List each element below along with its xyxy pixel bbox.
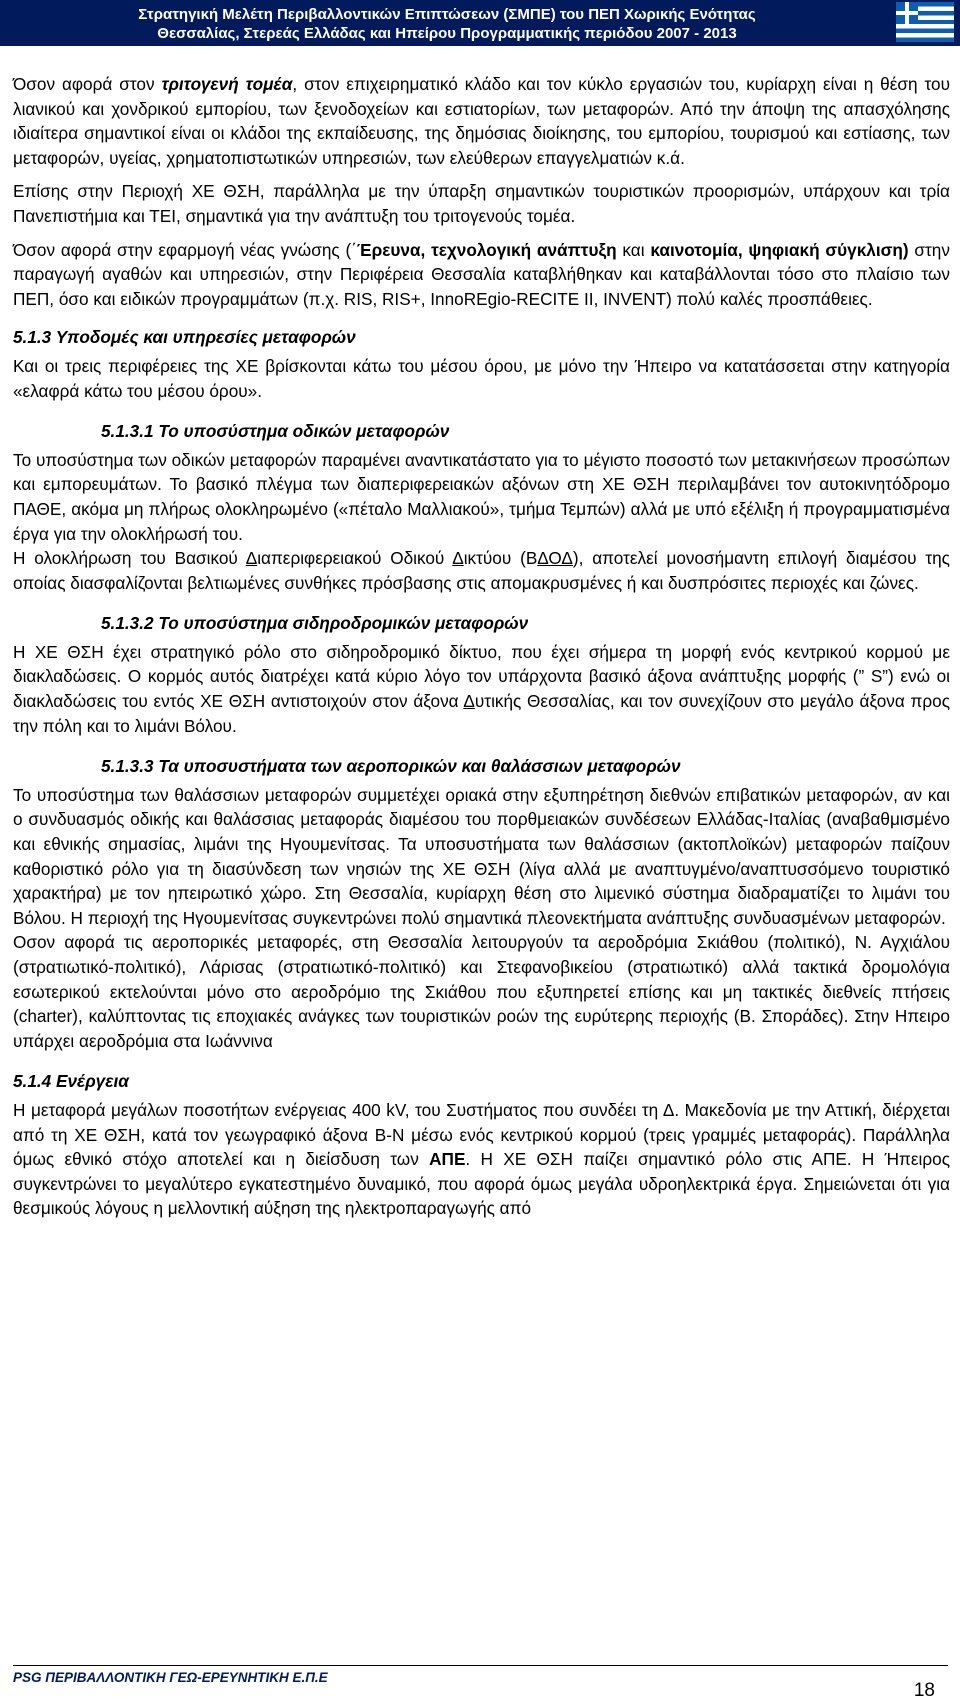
paragraph-vdod: Η ολοκλήρωση του Βασικού Διαπεριφερειακού Οδικού Δικτύου (ΒΔΟΔ), αποτελεί μονοσήμαντη επιλογή διαμέσου της οποίας διασφαλίζονται βελτιωμένες συνθήκες πρόσβασης στις απομακρυσμένες ή και δυσπρόσιτες περιοχές και ζώνες. xyxy=(13,548,950,593)
footer-divider xyxy=(13,1665,948,1666)
paragraph-maritime: Το υποσύστημα των θαλάσσιων μεταφορών συμμετέχει οριακά στην εξυπηρέτηση διεθνών επιβατικών μεταφορών, αν και ο συνδυασμός οδικής και θαλάσσιας μεταφοράς διαμέσου του πορθμειακών συνδέσεων Ελλάδας-Ιταλίας (αναβαθμισμένο και εθνικής σημασίας, λιμάνι της Ηγουμενίτσας. Τα υποσυστήματα των θαλάσσιων (ακτοπλοϊκών) μεταφορών παίζουν καθοριστικό ρόλο για τη διασύνδεση των νησιών της ΧΕ ΘΣΗ (λίγα αλλά με αναπτυγμένο/αναπτυσσόμενο τουριστικό χαρακτήρα) με τον ηπειρωτικό χώρο. Στη Θεσσαλία, κυρίαρχη θέση στο λιμενικό σύστημα διαδραματίζει το λιμάνι του Βόλου. Η περιοχή της Ηγουμενίτσας συγκεντρώνει πολύ σημαντικά πλεονεκτήματα ανάπτυξης συνδυασμένων μεταφορών. xyxy=(13,784,950,928)
document-body xyxy=(13,72,950,1221)
heading-5-1-3-1: 5.1.3.1 Το υποσύστημα οδικών μεταφορών xyxy=(101,421,450,442)
heading-5-1-3-3: 5.1.3.3 Τα υποσυστήματα των αεροπορικών και θαλάσσιων μεταφορών xyxy=(101,756,681,777)
emphasis-tertiary: τριτογενή τομέα xyxy=(161,74,293,94)
heading-5-1-4: 5.1.4 Ενέργεια xyxy=(13,1071,129,1092)
heading-5-1-3-2: 5.1.3.2 Το υποσύστημα σιδηροδρομικών μεταφορών xyxy=(101,613,529,634)
header-line-2: Θεσσαλίας, Στερεάς Ελλάδας και Ηπείρου Προγραμματικής περιόδου 2007 - 2013 xyxy=(157,25,737,42)
paragraph-railway: Η ΧΕ ΘΣΗ έχει στρατηγικό ρόλο στο σιδηροδρομικό δίκτυο, που έχει σήμερα τη μορφή ενός κεντρικού κορμού με διακλαδώσεις. Ο κορμός αυτός διατρέχει κατά κύριο λόγο τον υπάρχοντα βασικό άξονα ανάπτυξης μορφής (” S”) ενώ οι διακλαδώσεις του εντός ΧΕ ΘΣΗ αντιστοιχούν στον άξονα Δυτικής Θεσσαλίας, και τον συνεχίζουν στο μεγάλο άξονα προς την πόλη και το λιμάνι Βόλου. xyxy=(13,641,950,736)
paragraph-air-transport: Οσον αφορά τις αεροπορικές μεταφορές, στη Θεσσαλία λειτουργούν τα αεροδρόμια Σκιάθου (πολιτικό), Ν. Αγχιάλου (στρατιωτικό-πολιτικό), Λάρισας (στρατιωτικό-πολιτικό) και Στεφανοβικείου (στρατιωτικό) αλλά τακτικά δρομολόγια εσωτερικού εκτελούνται μόνο στο αεροδρόμιο της Σκιάθου που εξυπηρετεί επίσης και μη τακτικές διεθνείς πτήσεις (charter), καλύπτοντας τις εποχιακές ανάγκες των τουριστικών ροών της ευρύτερης περιοχής (Β. Σποράδες). Στην Ηπειρο υπάρχει αεροδρόμια στα Ιωάννινα xyxy=(13,932,950,1051)
heading-5-1-3: 5.1.3 Υποδομές και υπηρεσίες μεταφορών xyxy=(13,327,356,348)
page-header xyxy=(0,0,960,46)
paragraph-energy: Η μεταφορά μεγάλων ποσοτήτων ενέργειας 400 kV, του Συστήματος που συνδέει τη Δ. Μακεδονία με την Αττική, διέρχεται από τη ΧΕ ΘΣΗ, κατά τον γεωγραφικό άξονα Β-Ν μέσω ενός κεντρικού κορμού (τρεις γραμμές μεταφοράς). Παράλληλα όμως εθνικό στόχο αποτελεί και η διείσδυση των ΑΠΕ. Η ΧΕ ΘΣΗ παίζει σημαντικό ρόλο στις ΑΠΕ. Η Ήπειρος συγκεντρώνει το μεγαλύτερο εγκατεστημένο δυναμικό, που αφορά όμως μεγάλα υδροηλεκτρικά έργα. Σημειώνεται ότι για θεσμικούς λόγους η μελλοντική αύξηση της ηλεκτροπαραγωγής από xyxy=(13,1099,950,1219)
paragraph-tertiary-sector: Όσον αφορά στον τριτογενή τομέα, στον επιχειρηματικό κλάδο και τον κύκλο εργασιών του, κυρίαρχη είναι η θέση του λιανικού και χονδρικού εμπορίου, των ξενοδοχείων και εστιατορίων, των μεταφορών. Από την άποψη της απασχόλησης ιδιαίτερα σημαντικοί είναι οι κλάδοι της εκπαίδευσης, της δημόσιας διοίκησης, του εμπορίου, τουρισμού και εστίασης, των μεταφορών, υγείας, χρηματοπιστωτικών υπηρεσιών, των ελεύθερων επαγγελματιών κ.ά. xyxy=(13,74,950,168)
paragraph-road-network: Το υποσύστημα των οδικών μεταφορών παραμένει αναντικατάστατο για το μέγιστο ποσοστό των μετακινήσεων προσώπων και εμπορευμάτων. Το βασικό πλέγμα των διαπεριφερειακών αξόνων στη ΧΕ ΘΣΗ περιλαμβάνει τον αυτοκινητόδρομο ΠΑΘΕ, ακόμα μη πλήρως ολοκληρωμένο («πέταλο Μαλλιακού», τμήμα Τεμπών) αλλά με υπό εξέλιξη ή προγραμματισμένα έργα για την ολοκλήρωσή του. xyxy=(13,449,950,544)
paragraph-universities: Επίσης στην Περιοχή ΧΕ ΘΣΗ, παράλληλα με την ύπαρξη σημαντικών τουριστικών προορισμών, υπάρχουν και τρία Πανεπιστήμια και ΤΕΙ, σημαντικά για την ανάπτυξη του τριτογενούς τομέα. xyxy=(13,181,950,226)
header-title xyxy=(82,5,812,43)
paragraph-innovation: Όσον αφορά στην εφαρμογή νέας γνώσης (΄Έρευνα, τεχνολογική ανάπτυξη και καινοτομία, ψηφιακή σύγκλιση) στην παραγωγή αγαθών και υπηρεσιών, στην Περιφέρεια Θεσσαλία καταβλήθηκαν και καταβάλλονται τόσο στο πλαίσιο των ΠΕΠ, όσο και ειδικών προγραμμάτων (π.χ. RIS, RIS+, InnoREgio-RECITE II, INVENT) πολύ καλές προσπάθειες. xyxy=(13,239,950,309)
page-number: 18 xyxy=(913,1680,935,1701)
paragraph-regions: Και οι τρεις περιφέρειες της ΧΕ βρίσκονται κάτω του μέσου όρου, με μόνο την Ήπειρο να κατατάσσεται στην κατηγορία «ελαφρά κάτω του μέσου όρου». xyxy=(13,355,950,401)
footer-company: PSG ΠΕΡΙΒΑΛΛΟΝΤΙΚΗ ΓΕΩ-ΕΡΕΥΝΗΤΙΚΗ Ε.Π.Ε xyxy=(13,1670,328,1685)
header-line-1: Στρατηγική Μελέτη Περιβαλλοντικών Επιπτώσεων (ΣΜΠΕ) του ΠΕΠ Χωρικής Ενότητας xyxy=(138,6,756,23)
greek-flag-icon xyxy=(896,2,954,42)
